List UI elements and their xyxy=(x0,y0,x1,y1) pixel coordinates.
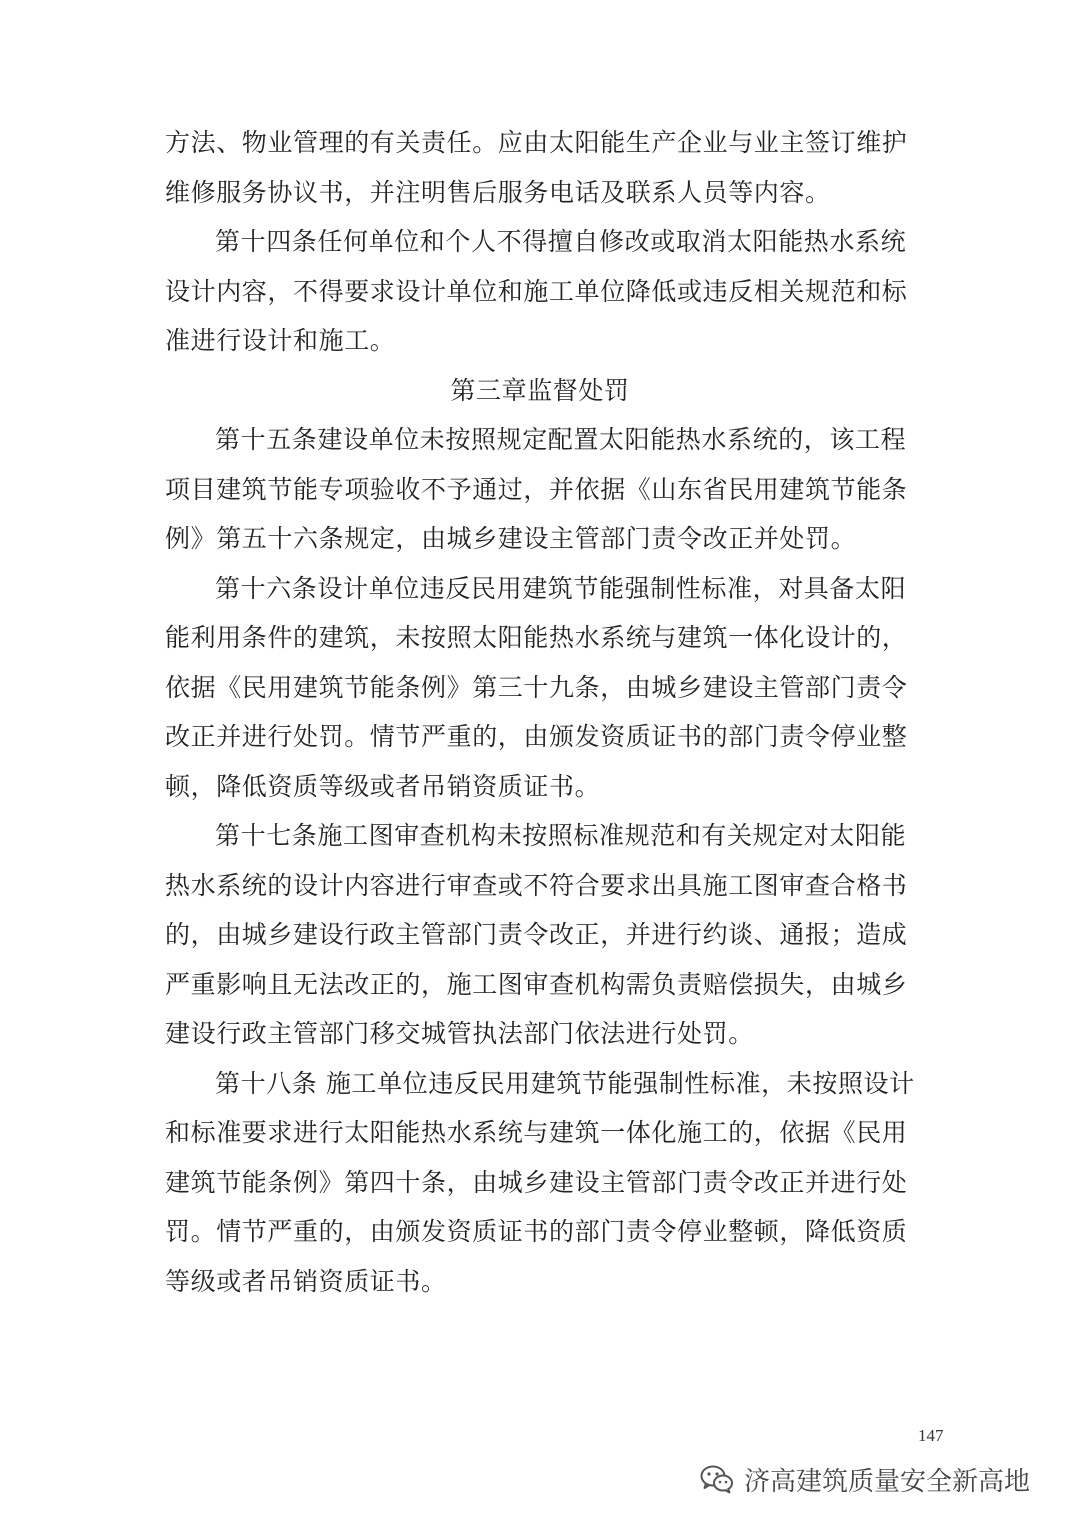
body-text xyxy=(165,118,915,1306)
text-line: 罚。情节严重的，由颁发资质证书的部门责令停业整顿，降低资质 xyxy=(165,1217,908,1246)
article-17-start: 第十七条施工图审查机构未按照标准规范和有关规定对太阳能 xyxy=(215,821,907,850)
wechat-icon xyxy=(700,1464,734,1494)
page-number: 147 xyxy=(918,1426,944,1445)
article-15-start: 第十五条建设单位未按照规定配置太阳能热水系统的，该工程 xyxy=(215,425,907,454)
text-line: 项目建筑节能专项验收不予通过，并依据《山东省民用建筑节能条 xyxy=(165,474,908,504)
watermark xyxy=(700,1458,1030,1500)
text-line: 能利用条件的建筑，未按照太阳能热水系统与建筑一体化设计的， xyxy=(165,623,908,652)
text-line: 的，由城乡建设行政主管部门责令改正，并进行约谈、通报；造成 xyxy=(165,920,908,949)
text-line: 准进行设计和施工。 xyxy=(165,326,396,355)
text-line: 依据《民用建筑节能条例》第三十九条，由城乡建设主管部门责令 xyxy=(165,672,908,702)
article-14-start: 第十四条任何单位和个人不得擅自修改或取消太阳能热水系统 xyxy=(215,227,907,256)
text-line: 顿，降低资质等级或者吊销资质证书。 xyxy=(165,771,601,801)
text-line: 建设行政主管部门移交城管执法部门依法进行处罚。 xyxy=(165,1019,754,1048)
watermark-text: 济高建筑质量安全新高地 xyxy=(744,1466,1031,1497)
text-line: 和标准要求进行太阳能热水系统与建筑一体化施工的，依据《民用 xyxy=(165,1118,908,1147)
text-line: 改正并进行处罚。情节严重的，由颁发资质证书的部门责令停业整 xyxy=(165,722,908,751)
text-line: 方法、物业管理的有关责任。应由太阳能生产企业与业主签订维护 xyxy=(165,128,908,157)
text-line: 例》第五十六条规定，由城乡建设主管部门责令改正并处罚。 xyxy=(165,524,857,553)
chapter-heading: 第三章监督处罚 xyxy=(450,375,630,405)
text-line: 热水系统的设计内容进行审查或不符合要求出具施工图审查合格书 xyxy=(165,870,908,900)
article-18-start: 第十八条 施工单位违反民用建筑节能强制性标准，未按照设计 xyxy=(215,1068,915,1098)
text-line: 建筑节能条例》第四十条，由城乡建设主管部门责令改正并进行处 xyxy=(165,1167,908,1197)
text-line: 维修服务协议书，并注明售后服务电话及联系人员等内容。 xyxy=(165,177,831,207)
text-line: 严重影响且无法改正的，施工图审查机构需负责赔偿损失，由城乡 xyxy=(165,969,908,999)
article-16-start: 第十六条设计单位违反民用建筑节能强制性标准，对具备太阳 xyxy=(215,573,907,603)
text-line: 设计内容，不得要求设计单位和施工单位降低或违反相关规范和标 xyxy=(165,276,908,306)
text-line: 等级或者吊销资质证书。 xyxy=(165,1266,447,1296)
